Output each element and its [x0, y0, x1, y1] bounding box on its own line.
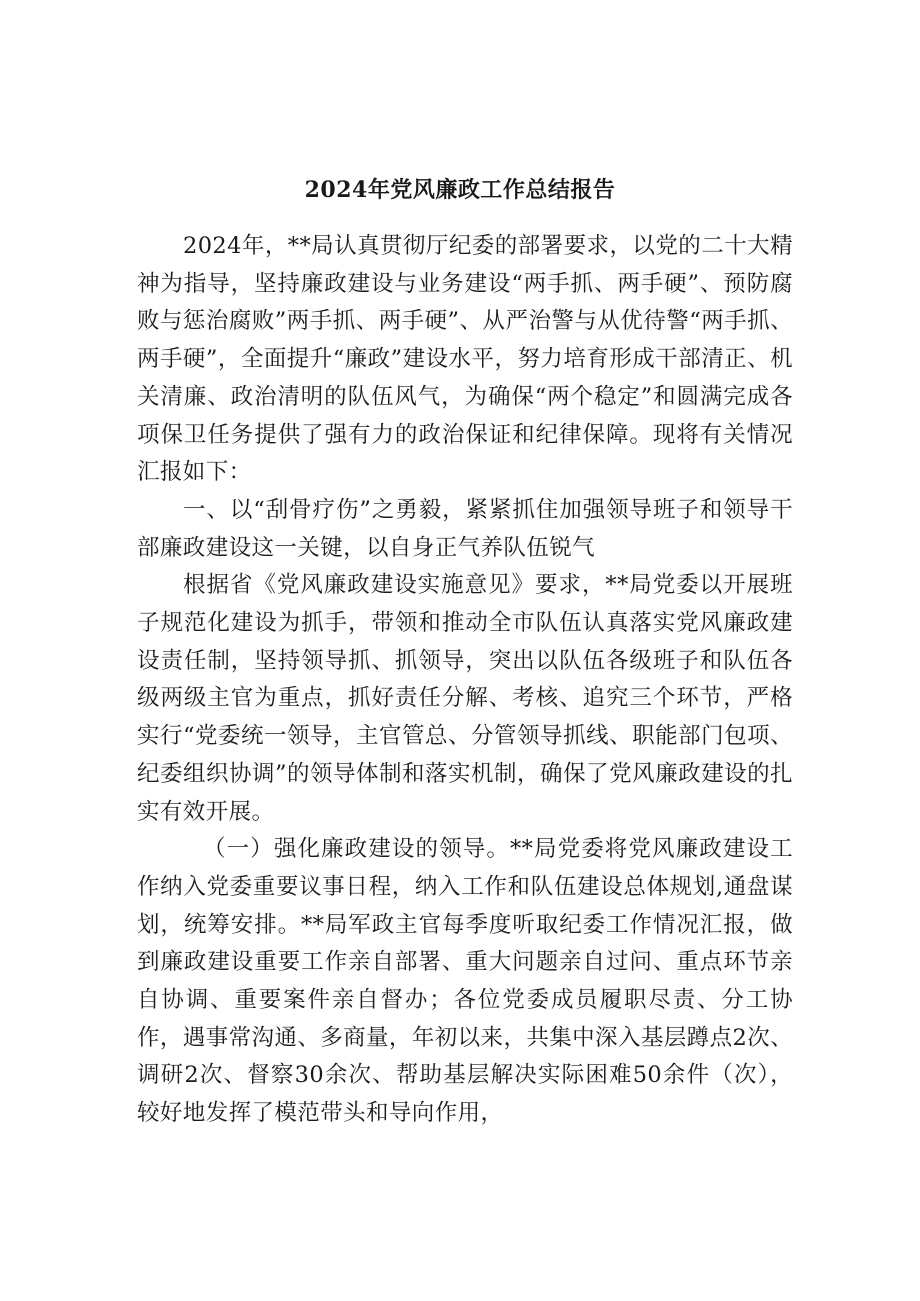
paragraph-intro: 2024年，**局认真贯彻厅纪委的部署要求，以党的二十大精神为指导，坚持廉政建设与业务建设“两手抓、两手硬”、预防腐败与惩治腐败”两手抓、两手硬”、从严治警与从优待警“两手抓、两手硬”，全面提升“廉政”建设水平，努力培育形成干部清正、机关清廉、政治清明的队伍风气，为确保“两个稳定”和圆满完成各项保卫任务提供了强有力的政治保证和纪律保障。现将有关情况汇报如下：: [137, 233, 793, 486]
paragraph-subsection-1: （一）强化廉政建设的领导。**局党委将党风廉政建设工作纳入党委重要议事日程，纳入工作和队伍建设总体规划,通盘谋划，统筹安排。**局军政主官每季度听取纪委工作情况汇报，做到廉政建设重要工作亲自部署、重大问题亲自过问、重点环节亲自协调、重要案件亲自督办；各位党委成员履职尽责、分工协作，遇事常沟通、多商量，年初以来，共集中深入基层蹲点2次、调研2次、督察30余次、帮助基层解决实际困难50余件（次），较好地发挥了模范带头和导向作用，: [137, 836, 793, 1127]
document-title: 2024年党风廉政工作总结报告: [304, 177, 616, 203]
section-heading-1: 一、以“刮骨疗伤”之勇毅，紧紧抓住加强领导班子和领导干部廉政建设这一关键，以自身正气养队伍锐气: [137, 496, 793, 561]
document-body: [137, 228, 793, 1133]
paragraph-section-1: 根据省《党风廉政建设实施意见》要求，**局党委以开展班子规范化建设为抓手，带领和推动全市队伍认真落实党风廉政建设责任制，坚持领导抓、抓领导，突出以队伍各级班子和队伍各级两级主官为重点，抓好责任分解、考核、追究三个环节，严格实行“党委统一领导，主官管总、分管领导抓线、职能部门包项、纪委组织协调”的领导体制和落实机制，确保了党风廉政建设的扎实有效开展。: [137, 572, 793, 825]
